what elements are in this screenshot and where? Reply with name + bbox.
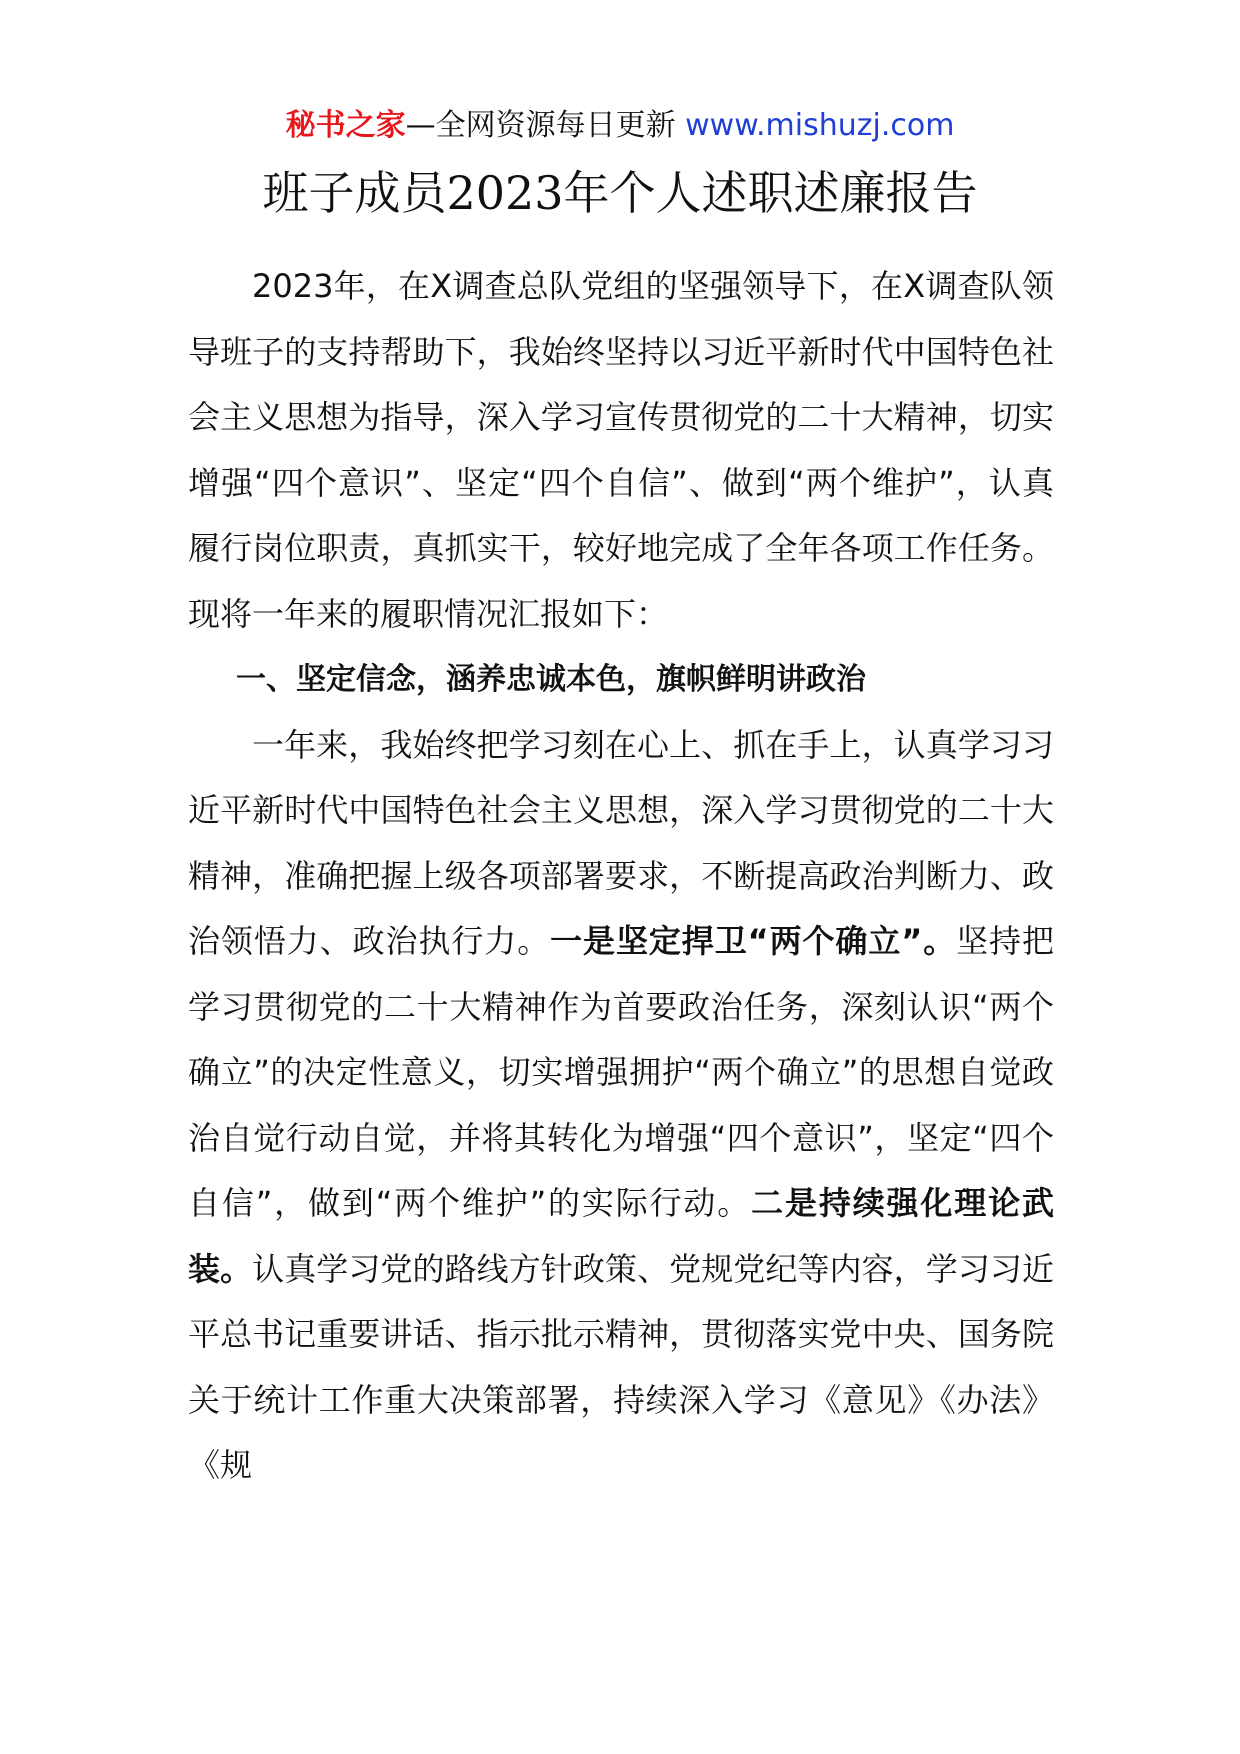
header-tagline: —全网资源每日更新 (405, 108, 686, 143)
point-text: 坚持把学习贯彻党的二十大精神作为首要政治任务，深刻认识“两个确立”的决定性意义，切实增强拥护“两个确立”的思想自觉政治自觉行动自觉，并将其转化为增强“四个意识”，坚定“四个自信”，做到“两个维护”的实际行动。 (188, 922, 1054, 1222)
point-title: 一是坚定捍卫“两个确立”。 (550, 922, 957, 960)
section-paragraph (188, 713, 1054, 1499)
document-body (188, 254, 1054, 1499)
intro-paragraph: 2023年，在X调查总队党组的坚强领导下，在X调查队领导班子的支持帮助下，我始终坚持以习近平新时代中国特色社会主义思想为指导，深入学习宣传贯彻党的二十大精神，切实增强“四个意识”、坚定“四个自信”、做到“两个维护”，认真履行岗位职责，真抓实干，较好地完成了全年各项工作任务。现将一年来的履职情况汇报如下： (188, 267, 1054, 633)
point-title: 二是持续强化理论武装。 (188, 1184, 1054, 1288)
brand-name: 秘书之家 (285, 108, 406, 143)
paragraph-lead: 一年来，我始终把学习刻在心上、抓在手上，认真学习习近平新时代中国特色社会主义思想，深入学习贯彻党的二十大精神，准确把握上级各项部署要求，不断提高政治判断力、政治领悟力、政治执行力。 (188, 725, 1054, 960)
site-url[interactable]: www.mishuzj.com (685, 108, 955, 143)
site-header (0, 104, 1240, 148)
section-heading: 一、坚定信念，涵养忠诚本色，旗帜鲜明讲政治 (236, 662, 866, 697)
document-title: 班子成员2023年个人述职述廉报告 (262, 166, 978, 220)
point-text: 认真学习党的路线方针政策、党规党纪等内容，学习习近平总书记重要讲话、指示批示精神，贯彻落实党中央、国务院关于统计工作重大决策部署，持续深入学习《意见》《办法》《规 (188, 1249, 1054, 1484)
